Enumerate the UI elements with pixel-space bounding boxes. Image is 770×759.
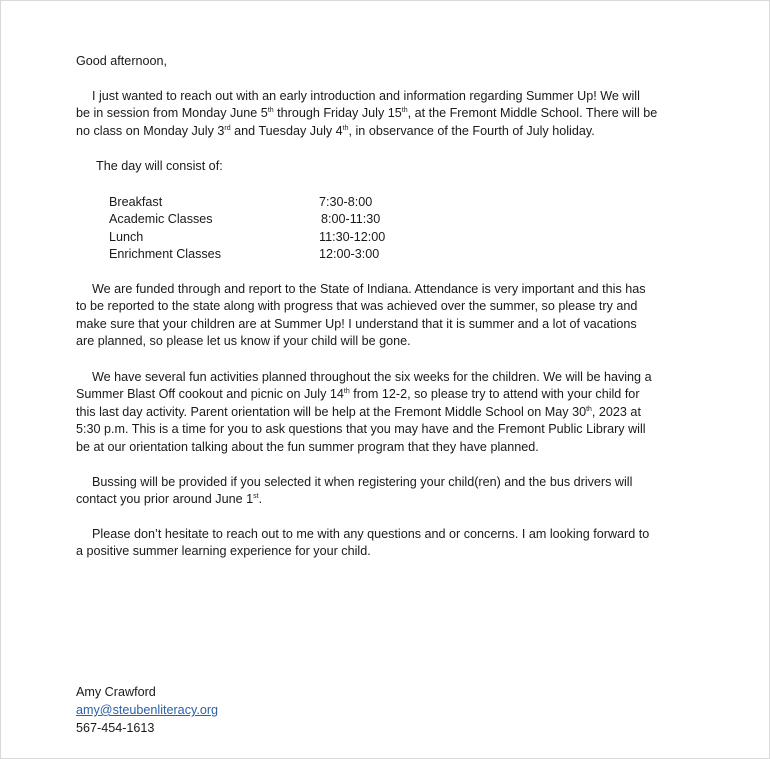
schedule-time: 7:30-8:00 (319, 195, 373, 209)
p3-line-3: this last day activity. Parent orientation will be help at the Fremont Middle School on May 30th, 2023 at (76, 404, 641, 419)
schedule-item: Breakfast (109, 195, 163, 209)
paragraph-bussing (76, 474, 691, 509)
schedule-intro: The day will consist of: (96, 159, 223, 173)
p3-line-4: 5:30 p.m. This is a time for you to ask questions that you may have and the Fremont Public Library will (76, 422, 646, 437)
paragraph-closing (76, 526, 691, 561)
schedule-time: 11:30-12:00 (319, 230, 386, 244)
p4-line-2: contact you prior around June 1st. (76, 492, 263, 507)
paragraph-session-dates (76, 88, 691, 140)
p2-line-3: make sure that your children are at Summer Up! I understand that it is summer and a lot of vacations (76, 316, 637, 331)
schedule-item: Academic Classes (109, 212, 213, 226)
signature-phone: 567-454-1613 (76, 721, 155, 735)
schedule-time: 8:00-11:30 (321, 212, 381, 226)
p1-line-3: no class on Monday July 3rd and Tuesday July 4th, in observance of the Fourth of July holiday. (76, 123, 595, 138)
p3-line-2: Summer Blast Off cookout and picnic on July 14th from 12-2, so please try to attend with your child for (76, 387, 640, 402)
signature-name: Amy Crawford (76, 685, 156, 699)
paragraph-funding (76, 281, 691, 351)
p1-line-2: be in session from Monday June 5th through Friday July 15th, at the Fremont Middle School. There will be (76, 106, 658, 121)
signature-email-link[interactable]: amy@steubenliteracy.org (76, 703, 219, 717)
schedule-item: Enrichment Classes (109, 247, 221, 261)
p1-line-1: I just wanted to reach out with an early introduction and information regarding Summer Up! We will (92, 89, 640, 103)
p4-line-1: Bussing will be provided if you selected it when registering your child(ren) and the bus drivers will (92, 475, 633, 489)
p2-line-2: to be reported to the state along with progress that was achieved over the summer, so please try and (76, 299, 638, 314)
schedule-time: 12:00-3:00 (319, 247, 380, 261)
greeting: Good afternoon, (76, 54, 168, 68)
schedule-item: Lunch (109, 230, 144, 244)
p3-line-5: be at our orientation talking about the fun summer program that they have planned. (76, 439, 539, 454)
paragraph-activities (76, 369, 691, 456)
p2-line-4: are planned, so please let us know if your child will be gone. (76, 334, 411, 349)
p5-line-1: Please don’t hesitate to reach out to me with any questions and or concerns. I am looking forward to (92, 527, 650, 541)
p5-line-2: a positive summer learning experience for your child. (76, 544, 371, 559)
p3-line-1: We have several fun activities planned throughout the six weeks for the children. We will be having a (92, 370, 652, 384)
p2-line-1: We are funded through and report to the State of Indiana. Attendance is very important and this has (92, 282, 646, 296)
